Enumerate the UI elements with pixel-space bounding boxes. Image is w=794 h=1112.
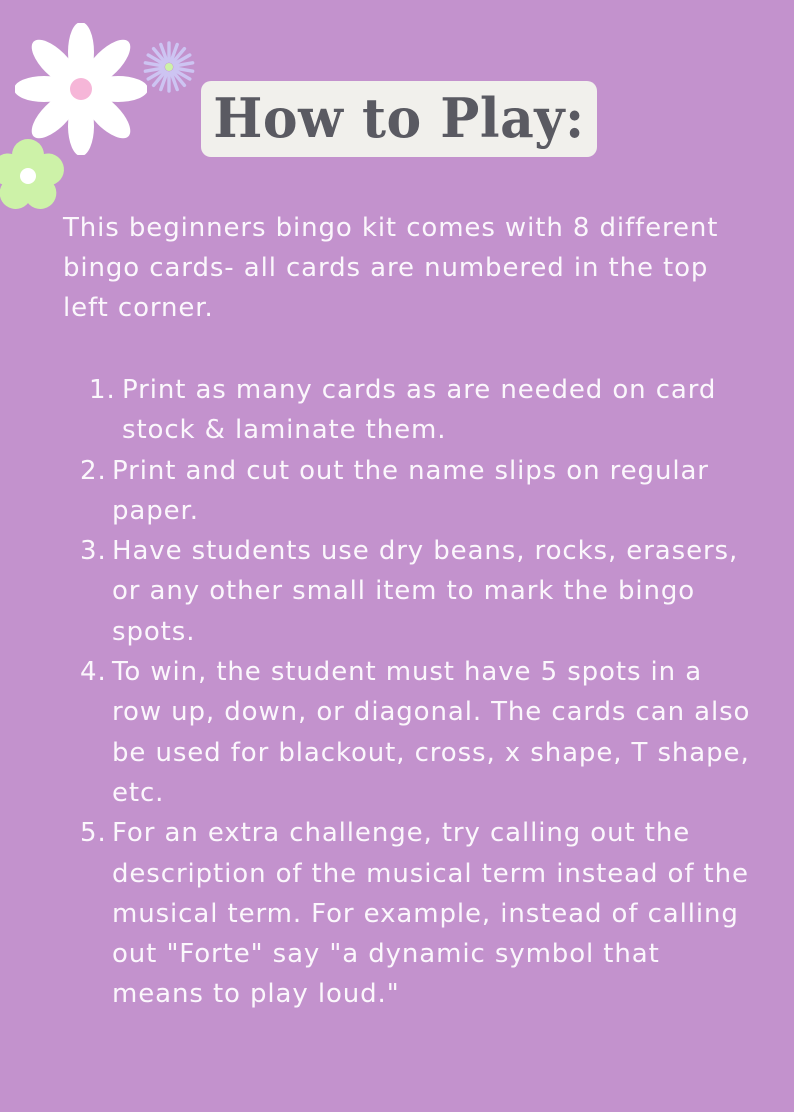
list-item: [0, 652, 752, 813]
step-text: Have students use dry beans, rocks, erasers, or any other small item to mark the bingo spots.: [112, 536, 739, 647]
step-number: 5.: [80, 818, 107, 849]
list-item: [0, 531, 752, 652]
lavender-daisy-icon: [143, 41, 195, 93]
list-item: [0, 813, 752, 1014]
step-number: 1.: [89, 375, 116, 405]
title-box: [201, 81, 597, 157]
list-item: [0, 451, 752, 532]
green-flower-icon: [0, 138, 70, 218]
page-title: How to Play:: [213, 86, 585, 151]
step-number: 3.: [80, 536, 107, 567]
step-text: Print and cut out the name slips on regular paper.: [112, 455, 709, 526]
step-number: 2.: [80, 455, 107, 486]
step-text: To win, the student must have 5 spots in a row up, down, or diagonal. The cards can also be used for blackout, cross, x shape, T shape, etc.: [112, 657, 751, 808]
steps-list: [0, 370, 794, 1015]
list-item: [0, 370, 752, 451]
step-text: For an extra challenge, try calling out the description of the musical term instead of the musical term. For example, instead of calling out "Forte" say "a dynamic symbol that means to play loud.": [112, 818, 749, 1010]
step-text: Print as many cards as are needed on card stock & laminate them.: [122, 375, 717, 446]
intro-paragraph: This beginners bingo kit comes with 8 different bingo cards- all cards are numbered in the top left corner.: [63, 213, 719, 323]
step-number: 4.: [80, 657, 107, 688]
white-daisy-icon: [15, 23, 147, 155]
